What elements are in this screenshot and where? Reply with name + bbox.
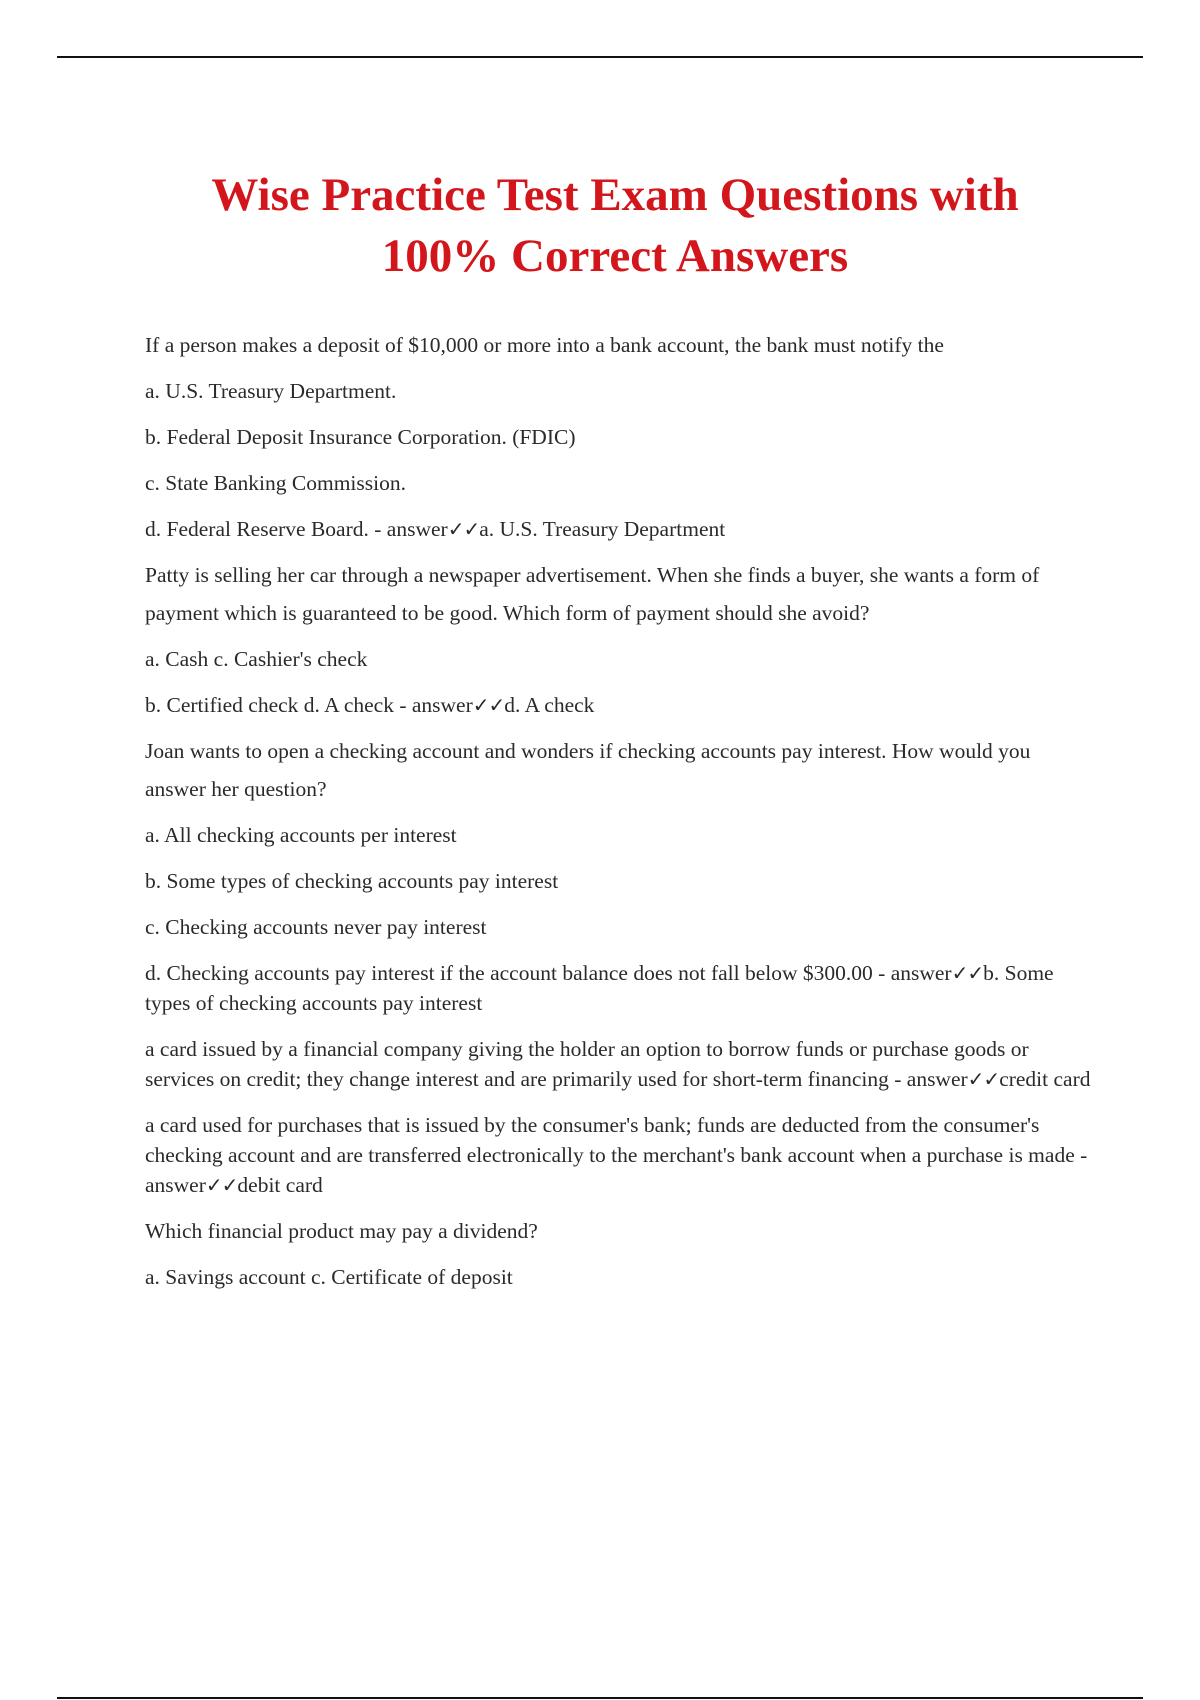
question-text: Joan wants to open a checking account and wonders if checking accounts pay interest. How would you — [145, 739, 1031, 763]
answer-option: a. U.S. Treasury Department. — [145, 379, 397, 403]
answer-prefix: d. Federal Reserve Board. - answer — [145, 517, 448, 541]
answer-option-with-key — [145, 514, 1100, 544]
footer-rule — [57, 1697, 1143, 1699]
answer-option: c. State Banking Commission. — [145, 471, 406, 495]
definition-with-key — [145, 1034, 1100, 1094]
checkmark-icon: ✓✓ — [447, 517, 480, 541]
answer-key: d. A check — [504, 693, 595, 717]
answer-key: b. Some types of checking accounts pay interest — [145, 961, 1054, 1015]
answer-key: debit card — [237, 1173, 323, 1197]
question-text: Patty is selling her car through a newspaper advertisement. When she finds a buyer, she wants a form of — [145, 563, 1040, 587]
checkmark-icon: ✓✓ — [472, 693, 505, 717]
checkmark-icon: ✓✓ — [967, 1067, 1000, 1091]
answer-prefix: d. Checking accounts pay interest if the account balance does not fall below $300.00 - answer — [145, 961, 952, 985]
answer-option: a. Cash c. Cashier's check — [145, 647, 368, 671]
question-text: Which financial product may pay a dividend? — [145, 1219, 538, 1243]
definition-text: a card used for purchases that is issued by the consumer's bank; funds are deducted from the consumer's checking account and are transferred electronically to the merchant's bank account when a purchase is made - answer — [145, 1113, 1088, 1197]
checkmark-icon: ✓✓ — [951, 961, 984, 985]
document-title — [120, 165, 1110, 287]
answer-option-with-key — [145, 958, 1100, 1018]
header-rule — [57, 56, 1143, 58]
definition-with-key — [145, 1110, 1100, 1200]
answer-option-with-key — [145, 690, 1100, 720]
document-body — [145, 330, 1100, 1308]
title-line-2: 100% Correct Answers — [381, 230, 849, 282]
definition-text: a card issued by a financial company giving the holder an option to borrow funds or purchase goods or services on credit; they change interest and are primarily used for short-term financing - answer — [145, 1037, 1029, 1091]
answer-option: a. All checking accounts per interest — [145, 823, 457, 847]
answer-key: credit card — [999, 1067, 1091, 1091]
title-line-1: Wise Practice Test Exam Questions with — [211, 169, 1019, 221]
question-text: answer her question? — [145, 777, 327, 801]
question-text: payment which is guaranteed to be good. Which form of payment should she avoid? — [145, 601, 870, 625]
question-text: If a person makes a deposit of $10,000 or more into a bank account, the bank must notify the — [145, 333, 944, 357]
answer-prefix: b. Certified check d. A check - answer — [145, 693, 473, 717]
answer-option: b. Some types of checking accounts pay interest — [145, 869, 559, 893]
answer-option: b. Federal Deposit Insurance Corporation. (FDIC) — [145, 425, 576, 449]
answer-option: a. Savings account c. Certificate of deposit — [145, 1265, 513, 1289]
checkmark-icon: ✓✓ — [205, 1173, 238, 1197]
answer-option: c. Checking accounts never pay interest — [145, 915, 487, 939]
answer-key: a. U.S. Treasury Department — [479, 517, 726, 541]
